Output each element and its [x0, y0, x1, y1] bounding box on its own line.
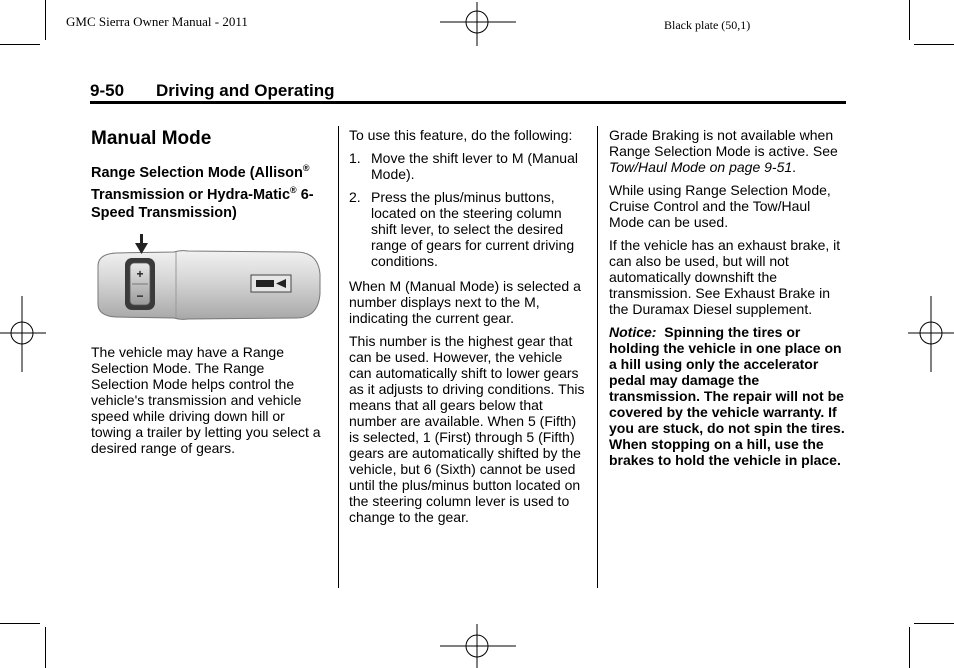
registration-mark-top [440, 2, 516, 46]
steps-intro: To use this feature, do the following: [349, 127, 573, 143]
list-item: 2. Press the plus/minus buttons, located on the steering column shift lever, to select the desired range of gears for current driving conditions. [349, 189, 575, 269]
crop-mark [909, 627, 910, 668]
notice-label: Notice: [609, 324, 657, 340]
page-number: 9-50 [90, 81, 125, 100]
steps-list [349, 150, 587, 269]
column-divider [597, 126, 598, 588]
crop-mark [914, 623, 954, 624]
manual-mode-paragraph: When M (Manual Mode) is selected a number displays next to the M, indicating the current gear. [349, 278, 581, 326]
crop-mark [0, 623, 40, 624]
plate-label: Black plate (50,1) [664, 18, 751, 32]
crop-mark [45, 0, 46, 40]
column-1 [91, 128, 323, 463]
column-2 [349, 127, 587, 532]
registration-mark-left [0, 296, 46, 372]
crop-mark [914, 44, 954, 45]
column-divider [338, 126, 339, 588]
registration-mark-right [908, 296, 954, 372]
plus-symbol: + [136, 267, 144, 282]
notice-paragraph: Notice: Spinning the tires or holding the vehicle in one place on a hill using only the accelerator pedal may damage the transmission. The repair will not be covered by the vehicle warranty. If you are stuck, do not spin the tires. When stopping on a hill, use the brakes to hold the vehicle in place. [609, 324, 845, 468]
registration-mark-bottom [440, 624, 516, 668]
section-heading [90, 81, 335, 101]
exhaust-brake-paragraph: If the vehicle has an exhaust brake, it can also be used, but will not automatically downshift the transmission. See Exhaust Brake in the Duramax Diesel supplement. [609, 237, 841, 317]
crop-mark [45, 627, 46, 668]
manual-title: GMC Sierra Owner Manual - 2011 [66, 14, 248, 29]
minus-symbol: − [136, 289, 144, 304]
list-item: 1. Move the shift lever to M (Manual Mode). [349, 150, 578, 182]
article-title: Manual Mode [91, 128, 212, 149]
column-3 [609, 127, 849, 475]
grade-braking-paragraph: Grade Braking is not available when Range Selection Mode is active. See Tow/Haul Mode on page 9-51. [609, 127, 838, 175]
header-rule [90, 101, 846, 104]
cross-reference-link[interactable]: Tow/Haul Mode on page 9-51 [609, 159, 793, 175]
crop-mark [909, 0, 910, 40]
intro-paragraph: The vehicle may have a Range Selection Mode. The Range Selection Mode helps control the vehicle's transmission and vehicle speed while driving down hill or towing a trailer by letting you select a desired range of gears. [91, 344, 321, 457]
section-title: Driving and Operating [156, 81, 335, 100]
gear-range-paragraph: This number is the highest gear that can be used. However, the vehicle can automatically shift to lower gears as it adjusts to driving conditions. This means that all gears below that number are available. When 5 (Fifth) is selected, 1 (First) through 5 (Fifth) gears are automatically shifted by the vehicle, but 6 (Sixth) cannot be used until the plus/minus button located on the steering column lever is used to change to the gear. [349, 333, 585, 525]
crop-mark [0, 44, 40, 45]
shift-lever-illustration [96, 234, 328, 330]
cruise-control-paragraph: While using Range Selection Mode, Cruise Control and the Tow/Haul Mode can be used. [609, 182, 831, 230]
article-subtitle: Range Selection Mode (Allison® Transmission or Hydra-Matic® 6-Speed Transmission) [91, 163, 314, 221]
